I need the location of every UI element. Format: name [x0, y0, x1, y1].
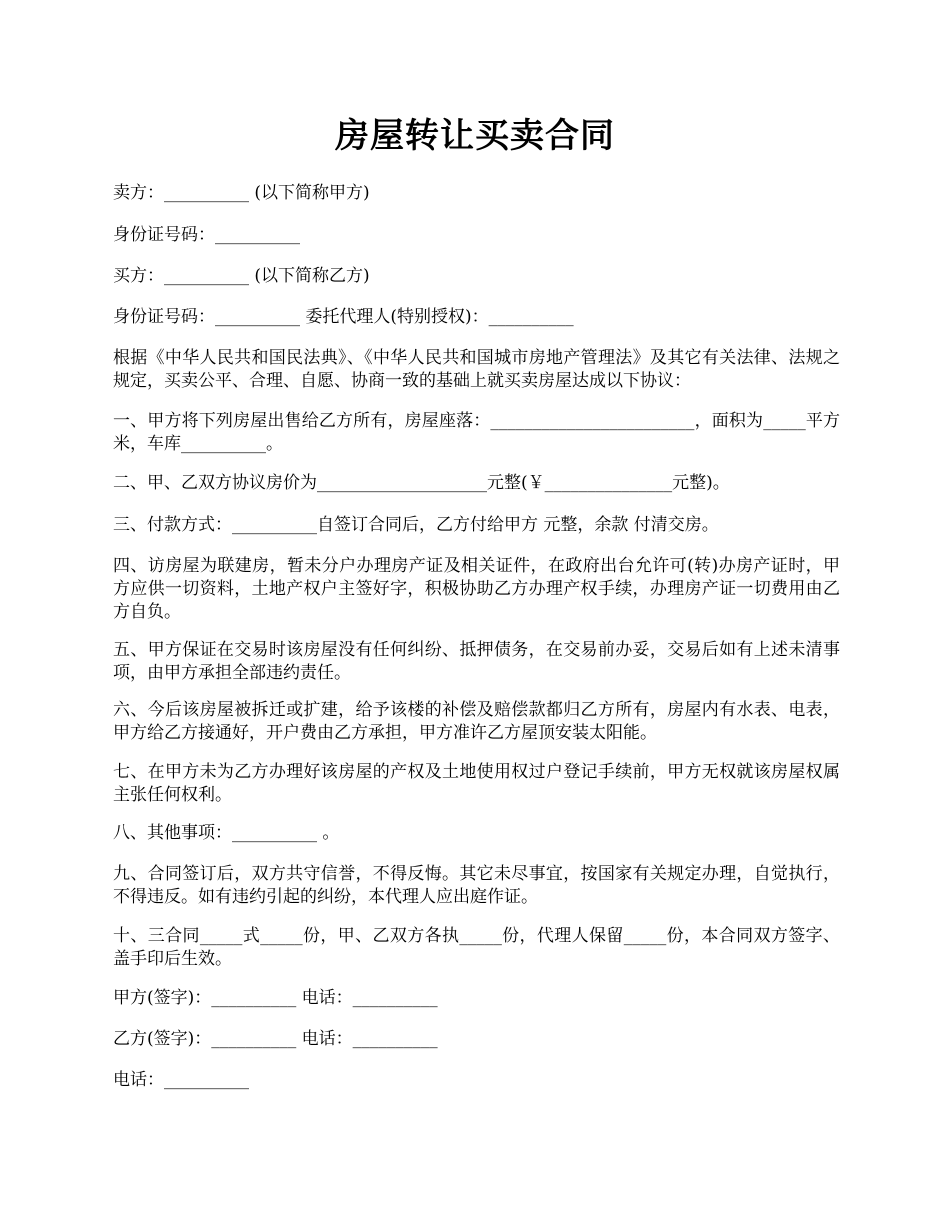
- seller-id-line: 身份证号码：__________: [113, 225, 300, 245]
- clause-6: 六、今后该房屋被拆迁或扩建，给予该楼的补偿及赔偿款都归乙方所有，房屋内有水表、电表，甲方给乙方接通好，开户费由乙方承担，甲方准许乙方屋顶安装太阳能。: [113, 700, 840, 743]
- buyer-line: 买方：__________ (以下简称乙方): [113, 266, 370, 286]
- clause-2: 二、甲、乙双方协议房价为____________________元整(￥_______________元整)。: [113, 473, 730, 493]
- party-b-signature-line: 乙方(签字)：__________ 电话：__________: [113, 1029, 438, 1049]
- clause-3: 三、付款方式：__________自签订合同后，乙方付给甲方 元整，余款 付清交房。: [113, 515, 719, 535]
- clause-1: 一、甲方将下列房屋出售给乙方所有，房屋座落：________________________，面积为_____平方米，车库__________。: [113, 411, 840, 454]
- clause-8: 八、其他事项：__________ 。: [113, 823, 340, 843]
- seller-line: 卖方：__________ (以下简称甲方): [113, 183, 370, 203]
- clause-10: 十、三合同_____式_____份，甲、乙双方各执_____份，代理人保留_____份，本合同双方签字、盖手印后生效。: [113, 926, 840, 969]
- contract-title: 房屋转让买卖合同: [335, 116, 615, 156]
- clause-9: 九、合同签订后，双方共守信誉，不得反悔。其它未尽事宜，按国家有关规定办理，自觉执行，不得违反。如有违约引起的纠纷，本代理人应出庭作证。: [113, 864, 840, 907]
- party-a-signature-line: 甲方(签字)：__________ 电话：__________: [113, 988, 438, 1008]
- phone-line: 电话：__________: [113, 1070, 249, 1090]
- clause-7: 七、在甲方未为乙方办理好该房屋的产权及土地使用权过户登记手续前，甲方无权就该房屋权属主张任何权利。: [113, 762, 840, 805]
- preamble-paragraph: 根据《中华人民共和国民法典》、《中华人民共和国城市房地产管理法》及其它有关法律、法规之规定，买卖公平、合理、自愿、协商一致的基础上就买卖房屋达成以下协议：: [113, 348, 840, 391]
- buyer-id-agent-line: 身份证号码：__________ 委托代理人(特别授权)：__________: [113, 307, 574, 327]
- clause-4: 四、访房屋为联建房，暂未分户办理房产证及相关证件，在政府出台允许可(转)办房产证时，甲方应供一切资料，土地产权户主签好字，积极协助乙方办理产权手续，办理房产证一切费用由乙方自负。: [113, 556, 840, 622]
- clause-5: 五、甲方保证在交易时该房屋没有任何纠纷、抵押债务，在交易前办妥，交易后如有上述未清事项，由甲方承担全部违约责任。: [113, 640, 840, 683]
